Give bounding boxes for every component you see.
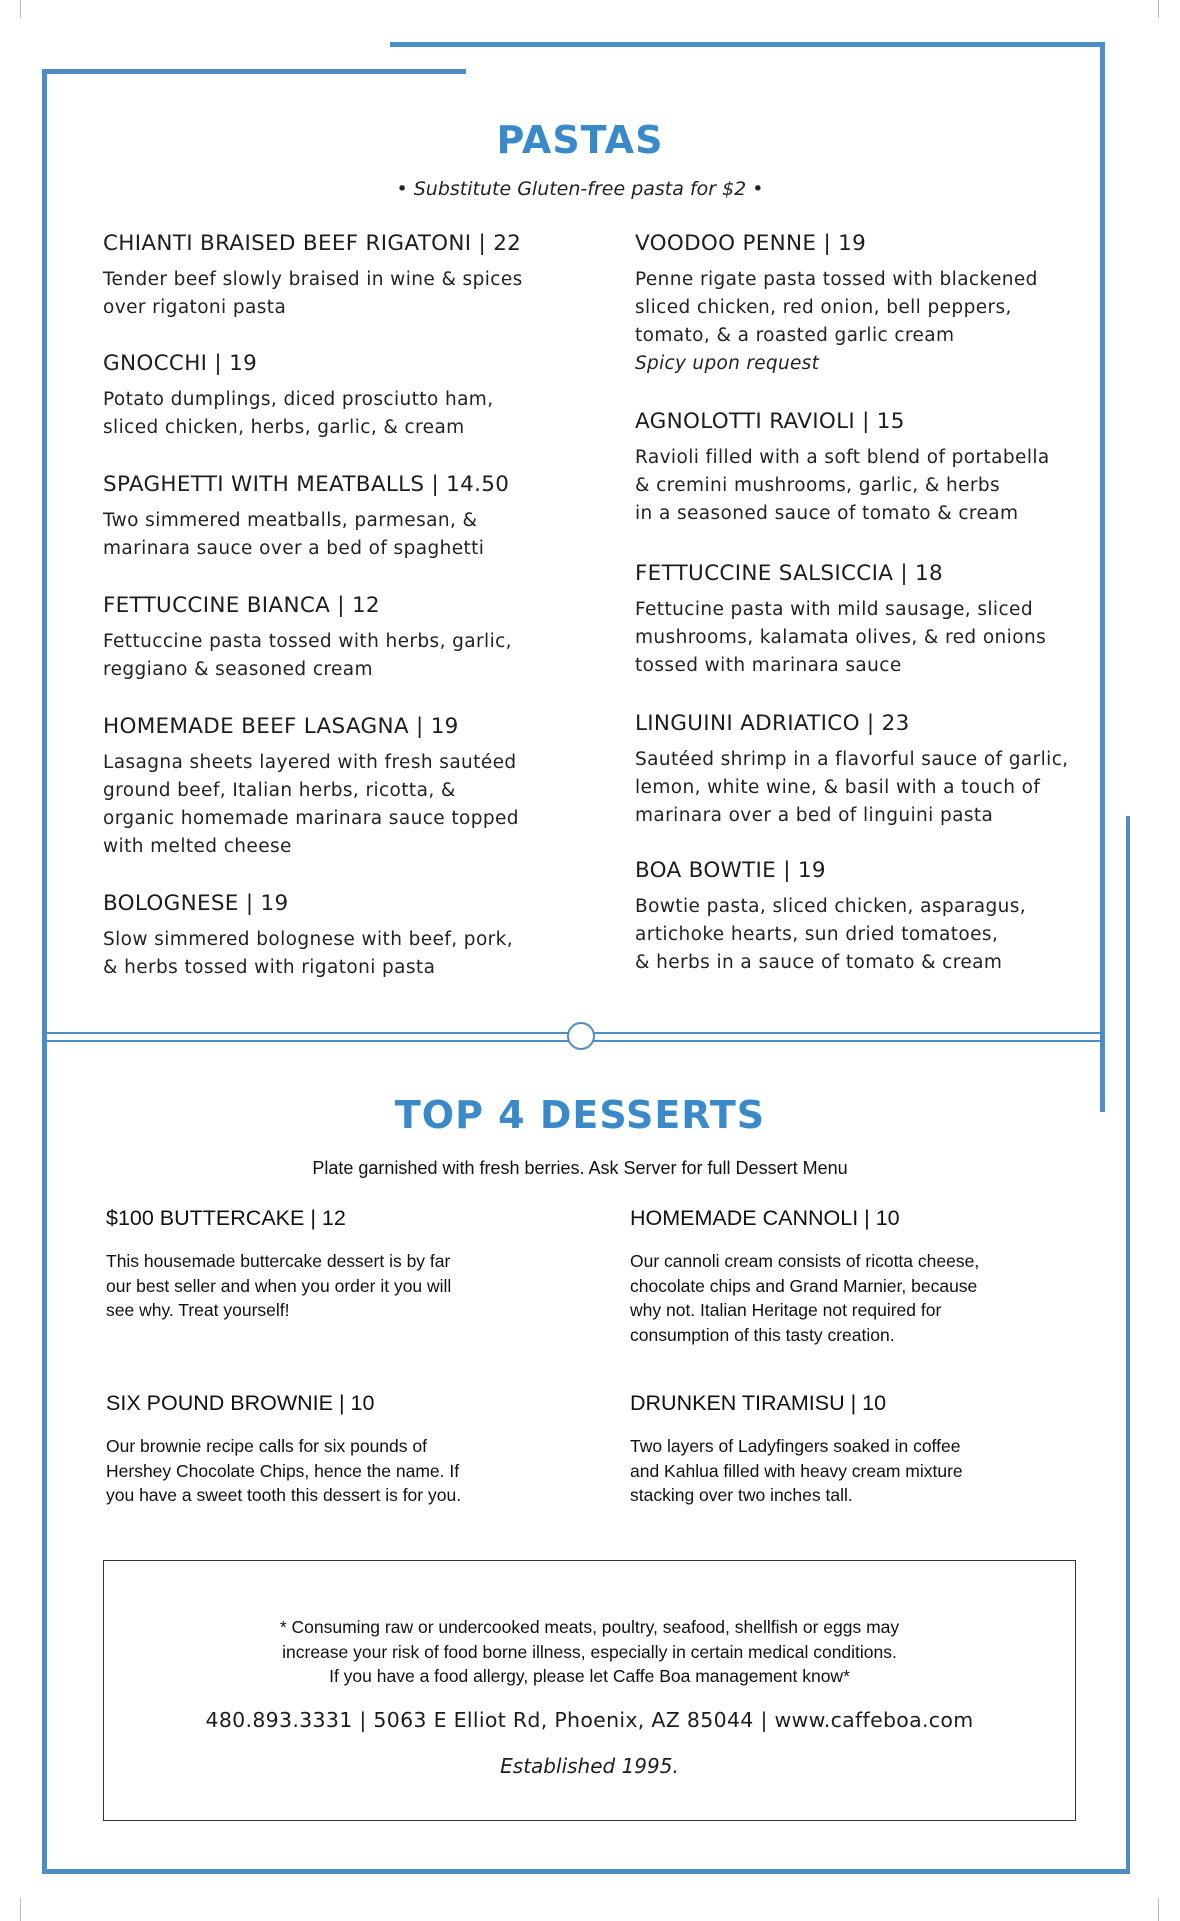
menu-item-desc: Two simmered meatballs, parmesan, & [103, 510, 478, 531]
crop-mark [20, 0, 21, 18]
desserts-title: TOP 4 DESSERTS [394, 1093, 766, 1137]
menu-item-name: LINGUINI ADRIATICO | 23 [635, 711, 910, 736]
menu-item-desc: & herbs tossed with rigatoni pasta [103, 957, 436, 978]
menu-item-desc: Lasagna sheets layered with fresh sautéed [103, 752, 517, 773]
menu-item-desc: Sautéed shrimp in a flavorful sauce of garlic, [635, 749, 1069, 770]
dessert-item [106, 1390, 536, 1508]
dessert-desc [630, 1434, 1060, 1508]
dessert-desc-line: consumption of this tasty creation. [630, 1324, 895, 1345]
dessert-desc [106, 1249, 536, 1323]
established-note: Established 1995. [500, 1754, 679, 1778]
menu-item-name: FETTUCCINE SALSICCIA | 18 [635, 561, 944, 586]
menu-item-name: CHIANTI BRAISED BEEF RIGATONI | 22 [103, 231, 522, 256]
dessert-name: SIX POUND BROWNIE | 10 [106, 1391, 375, 1415]
spicy-note: Spicy upon request [635, 353, 820, 374]
menu-item [103, 713, 519, 861]
menu-item-desc: reggiano & seasoned cream [103, 659, 373, 680]
menu-item-desc: Potato dumplings, diced prosciutto ham, [103, 389, 494, 410]
contact-info: 480.893.3331 | 5063 E Elliot Rd, Phoenix, AZ 85044 | www.caffeboa.com [205, 1708, 974, 1732]
dessert-desc [106, 1434, 536, 1508]
menu-item [103, 350, 494, 442]
menu-item [103, 890, 513, 982]
dessert-desc-line: Hershey Chocolate Chips, hence the name. If [106, 1460, 460, 1481]
frame-top-left [42, 69, 466, 74]
dessert-name: DRUNKEN TIRAMISU | 10 [630, 1391, 887, 1415]
menu-item-desc: Ravioli filled with a soft blend of portabella [635, 447, 1050, 468]
frame-right-lower [1126, 816, 1130, 1873]
dessert-item [630, 1205, 1060, 1347]
menu-item-desc: & herbs in a sauce of tomato & cream [635, 952, 1003, 973]
menu-item [103, 471, 509, 563]
disclaimer-line: * Consuming raw or undercooked meats, poultry, seafood, shellfish or eggs may [279, 1617, 900, 1637]
menu-item-desc: Fettucine pasta with mild sausage, sliced [635, 599, 1033, 620]
food-safety-disclaimer [104, 1615, 1075, 1689]
disclaimer-line: If you have a food allergy, please let Caffe Boa management know* [329, 1666, 850, 1686]
menu-item-desc: with melted cheese [103, 836, 292, 857]
gluten-free-note: • Substitute Gluten-free pasta for $2 • [396, 178, 764, 200]
menu-item-name: HOMEMADE BEEF LASAGNA | 19 [103, 714, 459, 739]
dessert-name: $100 BUTTERCAKE | 12 [106, 1206, 346, 1230]
dessert-item [106, 1205, 536, 1323]
crop-mark [1158, 1898, 1159, 1921]
menu-item-name: SPAGHETTI WITH MEATBALLS | 14.50 [103, 472, 510, 497]
menu-item [635, 710, 1069, 830]
menu-item-name: VOODOO PENNE | 19 [635, 231, 867, 256]
menu-item-desc: artichoke hearts, sun dried tomatoes, [635, 924, 999, 945]
dessert-desc-line: you have a sweet tooth this dessert is for you. [106, 1485, 462, 1505]
menu-item-desc: Slow simmered bolognese with beef, pork, [103, 929, 514, 950]
menu-item-name: GNOCCHI | 19 [103, 351, 258, 376]
menu-item [103, 592, 512, 684]
menu-item-desc: ground beef, Italian herbs, ricotta, & [103, 780, 456, 801]
desserts-note: Plate garnished with fresh berries. Ask Server for full Dessert Menu [312, 1158, 848, 1178]
menu-item-name: BOA BOWTIE | 19 [635, 858, 826, 883]
dessert-desc-line: Our cannoli cream consists of ricotta cheese, [630, 1251, 980, 1271]
menu-item-desc: in a seasoned sauce of tomato & cream [635, 503, 1019, 524]
menu-item-desc: Bowtie pasta, sliced chicken, asparagus, [635, 896, 1027, 917]
dessert-desc-line: stacking over two inches tall. [630, 1485, 853, 1505]
divider-circle-icon [567, 1022, 595, 1050]
menu-item [103, 230, 523, 322]
menu-item-desc: marinara sauce over a bed of spaghetti [103, 538, 485, 559]
menu-item [635, 230, 1038, 378]
dessert-desc-line: our best seller and when you order it you will [106, 1275, 452, 1296]
menu-item-name: BOLOGNESE | 19 [103, 891, 289, 916]
disclaimer-line: increase your risk of food borne illness, especially in certain medical conditions. [282, 1641, 897, 1662]
dessert-item [630, 1390, 1060, 1508]
menu-item-desc: over rigatoni pasta [103, 297, 287, 318]
dessert-desc-line: see why. Treat yourself! [106, 1300, 290, 1320]
menu-item-desc: & cremini mushrooms, garlic, & herbs [635, 475, 1001, 496]
menu-item-desc: lemon, white wine, & basil with a touch of [635, 777, 1041, 798]
menu-item-desc: mushrooms, kalamata olives, & red onions [635, 627, 1047, 648]
menu-item-desc: tossed with marinara sauce [635, 655, 902, 676]
frame-left [42, 69, 47, 1873]
menu-item-desc: sliced chicken, red onion, bell peppers, [635, 297, 1012, 318]
menu-item [635, 408, 1050, 528]
info-box [103, 1560, 1076, 1821]
dessert-name: HOMEMADE CANNOLI | 10 [630, 1206, 900, 1230]
dessert-desc-line: why not. Italian Heritage not required for [630, 1300, 942, 1320]
frame-top-right [390, 42, 1104, 47]
menu-item [635, 560, 1046, 680]
dessert-desc-line: Our brownie recipe calls for six pounds of [106, 1436, 427, 1456]
menu-item-desc: tomato, & a roasted garlic cream [635, 325, 955, 346]
crop-mark [20, 1898, 21, 1921]
menu-item-desc: organic homemade marinara sauce topped [103, 808, 519, 829]
dessert-desc-line: This housemade buttercake dessert is by far [106, 1251, 451, 1271]
frame-right [1100, 42, 1105, 1112]
menu-item-desc: Penne rigate pasta tossed with blackened [635, 269, 1038, 290]
menu-item-desc: sliced chicken, herbs, garlic, & cream [103, 417, 465, 438]
dessert-desc-line: Two layers of Ladyfingers soaked in coffee [630, 1436, 961, 1456]
menu-item-desc: Fettuccine pasta tossed with herbs, garlic, [103, 631, 512, 652]
dessert-desc-line: and Kahlua filled with heavy cream mixture [630, 1460, 963, 1481]
crop-mark [1158, 0, 1159, 18]
menu-item-desc: Tender beef slowly braised in wine & spices [103, 269, 523, 290]
dessert-desc [630, 1249, 1060, 1347]
menu-item-name: FETTUCCINE BIANCA | 12 [103, 593, 380, 618]
frame-bottom [42, 1869, 1130, 1874]
menu-item-desc: marinara over a bed of linguini pasta [635, 805, 994, 826]
menu-item [635, 857, 1026, 977]
dessert-desc-line: chocolate chips and Grand Marnier, because [630, 1275, 978, 1296]
pastas-title: PASTAS [496, 118, 664, 162]
menu-item-name: AGNOLOTTI RAVIOLI | 15 [635, 409, 905, 434]
